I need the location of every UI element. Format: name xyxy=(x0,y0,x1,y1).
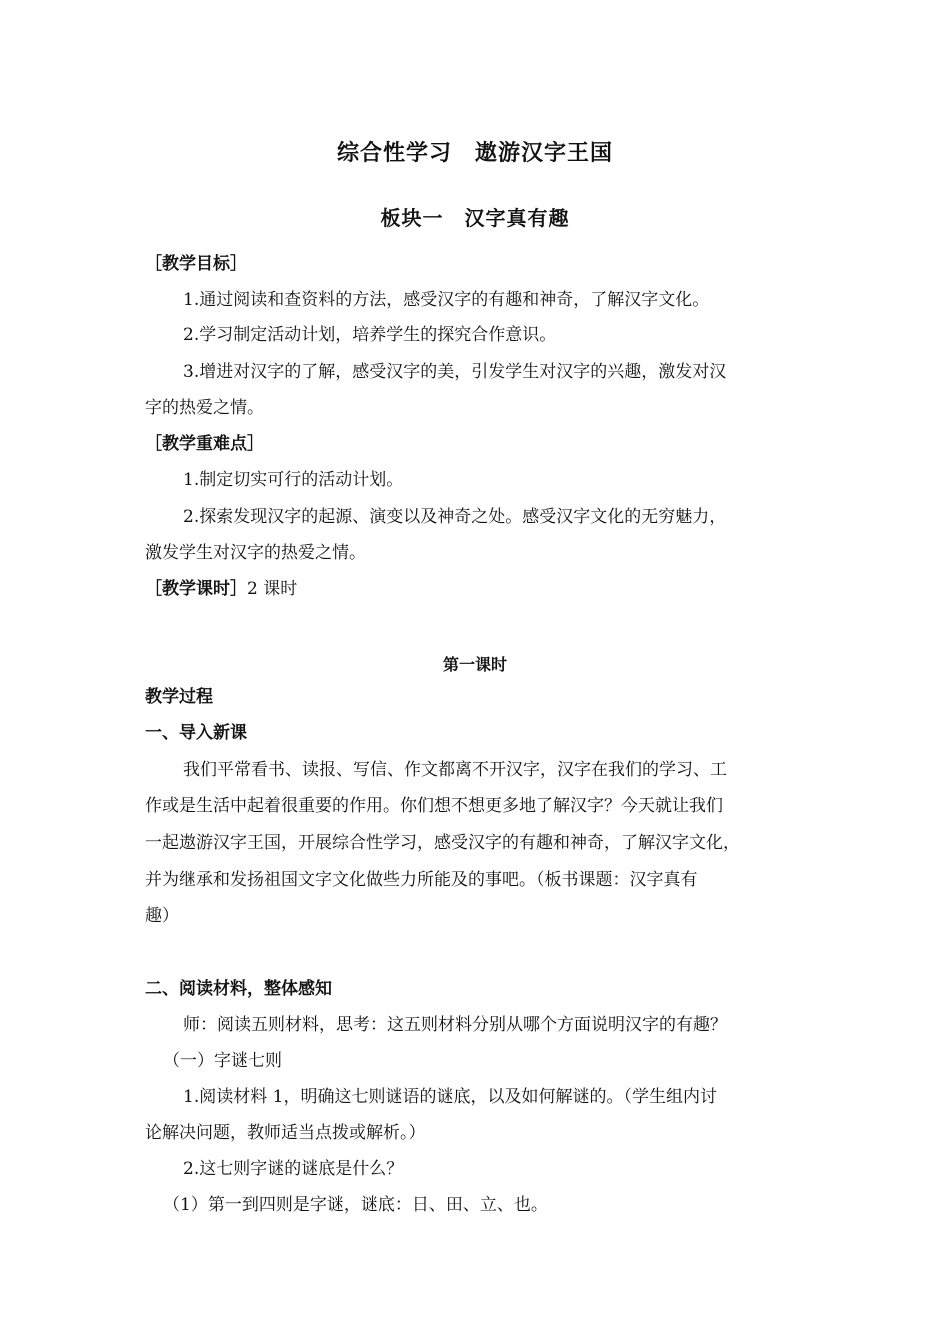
goal-item-1: 1.通过阅读和查资料的方法，感受汉字的有趣和神奇，了解汉字文化。 xyxy=(183,290,710,310)
key-point-1: 1.制定切实可行的活动计划。 xyxy=(183,470,404,490)
hours-heading: ［教学课时］ xyxy=(145,579,247,599)
section2-line-1: 1.阅读材料 1，明确这七则谜语的谜底，以及如何解谜的。（学生组内讨 xyxy=(183,1087,717,1107)
section2-q2: 2.这七则字谜的谜底是什么？ xyxy=(183,1159,404,1179)
section1-line-4: 并为继承和发扬祖国文字文化做些力所能及的事吧。（板书课题：汉字真有 xyxy=(145,870,698,890)
section1-line-5: 趣） xyxy=(145,906,179,926)
section1-line-3: 一起遨游汉字王国，开展综合性学习，感受汉字的有趣和神奇，了解汉字文化， xyxy=(145,833,740,853)
goals-heading: ［教学目标］ xyxy=(145,254,247,274)
section1-heading: 一、导入新课 xyxy=(145,723,247,743)
section2-sub1: （一）字谜七则 xyxy=(163,1051,282,1071)
hours-line xyxy=(145,577,825,601)
section1-line-2: 作或是生活中起着很重要的作用。你们想不想更多地了解汉字？今天就让我们 xyxy=(145,796,723,816)
goal-item-3: 3.增进对汉字的了解，感受汉字的美，引发学生对汉字的兴趣，激发对汉 xyxy=(183,362,727,382)
goal-item-2: 2.学习制定活动计划，培养学生的探究合作意识。 xyxy=(183,325,557,345)
key-point-2-cont: 激发学生对汉字的热爱之情。 xyxy=(145,543,366,563)
document-subtitle: 板块一 汉字真有趣 xyxy=(380,206,570,230)
goal-item-3-cont: 字的热爱之情。 xyxy=(145,398,264,418)
process-heading: 教学过程 xyxy=(145,687,213,707)
section2-a1: （1）第一到四则是字谜，谜底：日、田、立、也。 xyxy=(163,1195,548,1215)
section1-line-1: 我们平常看书、读报、写信、作文都离不开汉字，汉字在我们的学习、工 xyxy=(183,760,727,780)
section2-line-2: 论解决问题，教师适当点拨或解析。） xyxy=(145,1123,426,1143)
section2-intro: 师：阅读五则材料，思考：这五则材料分别从哪个方面说明汉字的有趣？ xyxy=(183,1015,727,1035)
key-points-heading: ［教学重难点］ xyxy=(145,434,264,454)
document-title: 综合性学习 遨游汉字王国 xyxy=(336,141,613,166)
section2-heading: 二、阅读材料，整体感知 xyxy=(145,979,332,999)
key-point-2: 2.探索发现汉字的起源、演变以及神奇之处。感受汉字文化的无穷魅力， xyxy=(183,507,727,527)
lesson1-heading: 第一课时 xyxy=(442,655,507,674)
hours-value: 2 课时 xyxy=(247,579,298,599)
